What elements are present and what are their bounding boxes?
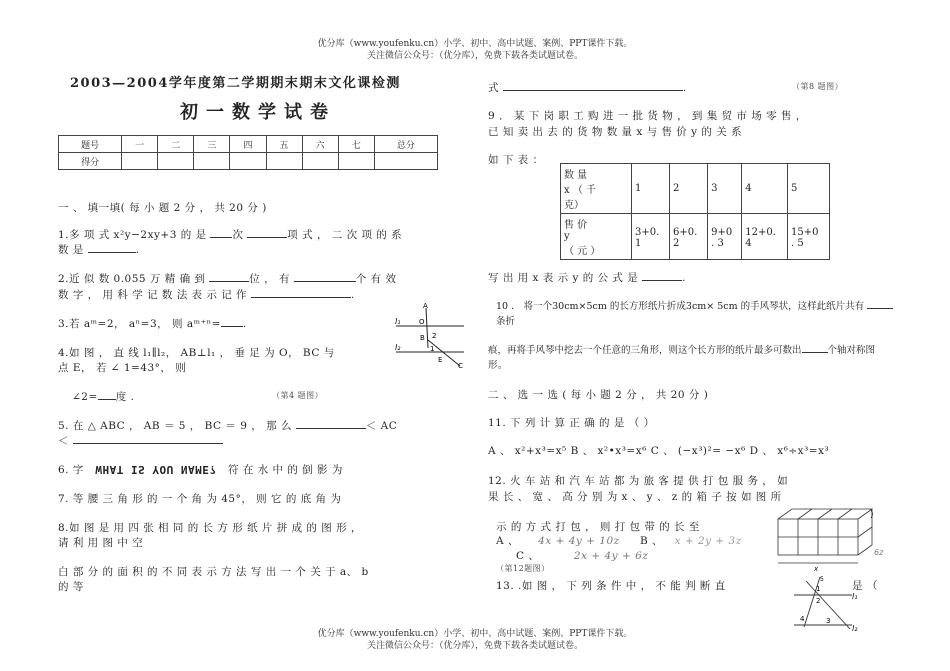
score-cell: 四	[230, 136, 266, 153]
q2-text-d: 数 字 ， 用 科 学 记 数 法 表 示 记 作	[58, 289, 248, 301]
figure-13-lines	[790, 575, 870, 635]
question-5	[58, 418, 397, 433]
question-9-cont: 已 知 卖 出 去 的 货 物 数 量 x 与 售 价 y 的 关 系	[488, 126, 743, 138]
answer-blank[interactable]	[294, 271, 356, 282]
question-4-answer	[72, 389, 134, 404]
question-6	[58, 462, 343, 477]
q12-a-label: A 、	[496, 535, 519, 547]
answer-blank[interactable]	[251, 287, 351, 298]
question-8-cont2: 白 部 分 的 面 积 的 不 同 表 示 方 法 写 出 一 个 关 于 a、 b	[58, 566, 369, 578]
question-10-cont	[488, 342, 875, 356]
q4-text-d: 度 .	[115, 391, 135, 403]
sales-row-x	[561, 164, 830, 214]
q9-text-d: 写 出 用 x 表 示 y 的 公 式 是	[488, 272, 639, 284]
score-blank	[374, 153, 437, 170]
q4-text-c: ∠2=	[72, 391, 98, 403]
label-13-5: 5	[820, 576, 824, 583]
q10-text-a: 10 ． 将一个30cm×5cm 的长方形纸片折成3cm× 5cm 的手风琴状，这样此纸片共有	[496, 301, 865, 312]
sales-table	[560, 163, 830, 260]
label-13-2: 2	[816, 597, 821, 605]
question-13-paren: 是 （	[852, 580, 878, 592]
sales-row-y	[561, 214, 830, 260]
fig12-paren: )	[870, 510, 874, 520]
q12-d-expr: 6z	[874, 548, 884, 557]
fig4-caption: （第4 题图）	[272, 391, 324, 400]
score-cell: 六	[302, 136, 338, 153]
q1-text-a: 1.多 项 式 x²y−2xy+3 的 是	[58, 229, 207, 241]
sales-cell: 15+0 . 5	[788, 214, 830, 260]
exam-subtitle: 初一数学试卷	[180, 102, 336, 123]
label-c: C	[458, 362, 463, 370]
answer-blank[interactable]	[867, 298, 893, 309]
score-value-row	[59, 153, 438, 170]
question-12-cont2: 示 的 方 式 打 包 ， 则 打 包 带 的 长 至	[496, 521, 700, 533]
sales-cell: 2	[670, 164, 708, 214]
q6-mirrored-text: WHAT IS YOU NAME?	[95, 463, 217, 476]
label-13-1: 1	[816, 585, 821, 593]
question-8: 8.如 图 是 用 四 张 相 同 的 长 方 形 纸 片 拼 成 的 图 形 ，	[58, 522, 362, 534]
score-cell: 三	[194, 136, 230, 153]
question-1-cont: 数 是 .	[58, 244, 140, 256]
q12-c-expr: 2x + 4y + 6z	[573, 550, 649, 562]
question-7: 7. 等 腰 三 角 形 的 一 个 角 为 45°， 则 它 的 底 角 为	[58, 493, 342, 505]
sales-head-y	[561, 214, 632, 260]
q12-c-label: C 、	[516, 550, 540, 562]
answer-blank[interactable]	[88, 242, 136, 253]
score-cell: 一	[122, 136, 158, 153]
question-8-cont: 请 利 用 图 中 空	[58, 537, 144, 549]
label-a: A	[423, 302, 428, 310]
question-2	[58, 271, 397, 286]
line-ab	[426, 308, 428, 348]
answer-blank[interactable]	[98, 389, 116, 400]
head-x-1: 数 量	[564, 170, 588, 181]
answer-blank[interactable]	[210, 227, 232, 238]
question-11-options: A 、 x²+x³=x⁵ B 、 x²•x³=x⁶ C 、 (−x³)²= −x⁶ D 、 x⁶÷x³=x³	[488, 445, 830, 457]
label-l1: l₁	[395, 317, 401, 326]
question-4-cont: 点 E， 若 ∠ 1=43°， 则	[58, 362, 187, 374]
label-13-l2: l₂	[852, 624, 858, 633]
question-11: 11. 下 列 计 算 正 确 的 是 （ ）	[488, 417, 655, 429]
sales-cell: 6+0. 2	[670, 214, 708, 260]
question-2-cont: 数 字 ， 用 科 学 记 数 法 表 示 记 作 .	[58, 289, 355, 301]
q8-continuation: 式 .	[488, 82, 687, 94]
label-1: 1	[430, 345, 435, 353]
answer-blank[interactable]	[642, 270, 682, 281]
q1-text-b: 次	[232, 229, 244, 241]
page-header	[0, 38, 950, 62]
q12-a-expr: 4x + 4y + 10z	[538, 535, 620, 547]
question-12: 12. 火 车 站 和 汽 车 站 都 为 旅 客 提 供 打 包 服 务 ， 如	[488, 475, 789, 487]
figure-12-box	[770, 505, 890, 573]
answer-blank[interactable]	[802, 342, 828, 353]
question-9-formula: 写 出 用 x 表 示 y 的 公 式 是 .	[488, 272, 686, 284]
footer-line1: 优分库（www.youfenku.cn）小学、初中、高中试题、案例、PPT课件下载。	[317, 629, 633, 639]
q2-text-a: 2.近 似 数 0.055 万 精 确 到	[58, 273, 206, 285]
head-x-3: 克）	[564, 200, 584, 211]
head-y-1: 售 价	[564, 220, 588, 231]
q5-text-a: 5. 在 △ ABC ， AB ＝ 5 ， BC ＝ 9 ， 那 么	[58, 420, 292, 432]
head-y-2: y	[564, 231, 570, 242]
score-blank	[194, 153, 230, 170]
label-l2: l₂	[395, 343, 401, 352]
q5-text-c: ＜	[58, 435, 69, 447]
score-blank	[302, 153, 338, 170]
q10-text-b: 条折	[496, 316, 516, 327]
q12-b-label: B 、	[640, 535, 664, 547]
label-2: 2	[432, 332, 437, 340]
question-4: 4.如 图 ， 直 线 l₁∥l₂， AB⊥l₁ ， 垂 足 为 O， BC 与	[58, 347, 335, 359]
exam-title: 2003—2004学年度第二学期期末期末文化课检测	[70, 76, 401, 91]
score-header-row	[59, 136, 438, 153]
q2-text-c: 个 有 效	[355, 273, 397, 285]
answer-blank[interactable]	[503, 80, 683, 91]
score-cell: 总分	[374, 136, 437, 153]
cont-text: 式	[488, 82, 499, 94]
sales-cell: 12+0. 4	[742, 214, 788, 260]
q12-option-a	[496, 533, 620, 548]
label-b: B	[420, 334, 425, 342]
q6-text-b: 符 在 水 中 的 倒 影 为	[227, 464, 343, 476]
answer-blank[interactable]	[296, 418, 366, 429]
header-line2: 关注微信公众号：（优分库），免费下载各类试题试卷。	[366, 51, 583, 61]
score-blank	[266, 153, 302, 170]
question-8-cont3: 的 等	[58, 581, 84, 593]
sales-cell: 1	[632, 164, 670, 214]
q10-text-e: 形。	[488, 360, 509, 371]
q12-option-b	[640, 533, 742, 548]
header-line1: 优分库（www.youfenku.cn）小学、初中、高中试题、案例、PPT课件下载。	[317, 39, 633, 49]
sales-cell: 3	[708, 164, 742, 214]
q2-text-b: 位 ， 有	[249, 273, 290, 285]
sales-head-x	[561, 164, 632, 214]
question-10	[496, 298, 893, 312]
score-table	[58, 135, 438, 170]
label-e: E	[438, 356, 443, 364]
answer-blank[interactable]	[73, 433, 223, 444]
score-cell: 七	[338, 136, 374, 153]
score-blank	[338, 153, 374, 170]
question-1	[58, 227, 402, 242]
fig8-caption: （第8 题图）	[792, 82, 844, 91]
question-13: 13. .如 图 ， 下 列 条 件 中 ， 不 能 判 断 直	[496, 580, 726, 592]
q12-option-c	[516, 548, 648, 563]
q1-text-c: 项 式 ， 二 次 项 的 系	[287, 229, 403, 241]
score-blank	[158, 153, 194, 170]
label-13-4: 4	[800, 615, 805, 623]
q5-text-b: ＜ AC	[365, 420, 398, 432]
score-label: 得分	[59, 153, 122, 170]
sales-cell: 3+0. 1	[632, 214, 670, 260]
fig12-caption: （第12题图）	[496, 564, 550, 573]
answer-blank[interactable]	[221, 316, 243, 327]
figure-4-lines	[392, 300, 472, 372]
sales-cell: 9+0 . 3	[708, 214, 742, 260]
score-blank	[230, 153, 266, 170]
line-bc	[428, 340, 460, 366]
score-cell: 五	[266, 136, 302, 153]
footer-line2: 关注微信公众号：（优分库），免费下载各类试题试卷。	[366, 641, 583, 651]
question-3: 3.若 aᵐ=2， aⁿ=3， 则 aᵐ⁺ⁿ= .	[58, 318, 247, 330]
answer-blank[interactable]	[209, 271, 249, 282]
score-cell: 题号	[59, 136, 122, 153]
head-y-3: （ 元 ）	[564, 246, 601, 257]
q6-text-a: 6. 字	[58, 464, 84, 476]
q10-text-d: 个轴对称图	[827, 345, 876, 356]
q12-b-expr: x + 2y + 3z	[674, 535, 742, 547]
q1-text-d: 数 是	[58, 244, 84, 256]
score-blank	[122, 153, 158, 170]
question-5-cont	[58, 433, 223, 448]
q3-text: 3.若 aᵐ=2， aⁿ=3， 则 aᵐ⁺ⁿ=	[58, 318, 221, 330]
answer-blank[interactable]	[247, 227, 287, 238]
question-12-cont: 果 长 、 宽 、 高 分 别 为 x 、 y 、 z 的 箱 子 按 如 图 所	[488, 491, 782, 503]
sales-cell: 4	[742, 164, 788, 214]
section2-heading: 二 、 选 一 选 ( 每 小 题 2 分 ， 共 20 分 )	[488, 389, 709, 401]
label-13-3: 3	[826, 617, 831, 625]
question-9: 9 ． 某 下 岗 职 工 购 进 一 批 货 物 ， 到 集 贸 市 场 零 售 ，	[488, 110, 807, 122]
q10-text-c: 痕，再将手风琴中挖去一个任意的三角形，则这个长方形的纸片最多可数出	[488, 345, 802, 356]
label-o: O	[419, 318, 425, 326]
fig12-x-label: x	[814, 565, 819, 573]
label-13-l1: l₁	[852, 592, 858, 601]
score-cell: 二	[158, 136, 194, 153]
section1-heading: 一 、 填一填( 每 小 题 2 分 ， 共 20 分 )	[58, 202, 267, 214]
head-x-2: x （ 千	[564, 185, 596, 196]
sales-cell: 5	[788, 164, 830, 214]
question-9-cont2: 如 下 表 ：	[488, 154, 544, 166]
